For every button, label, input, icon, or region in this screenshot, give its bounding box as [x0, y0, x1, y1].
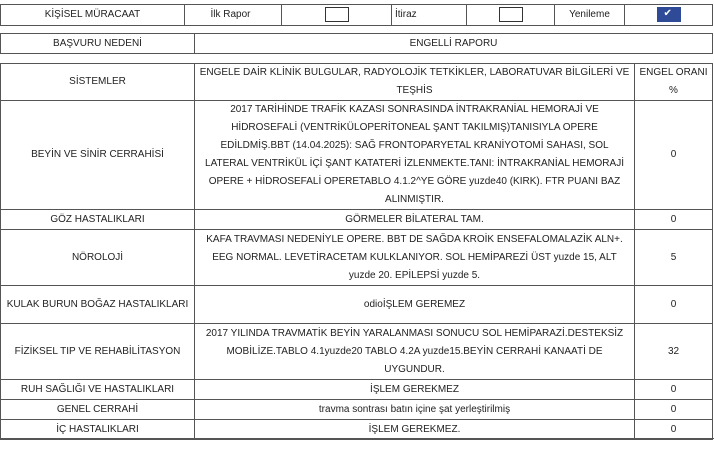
- option-yenileme-checkbox[interactable]: [625, 5, 713, 26]
- findings-table: [0, 63, 713, 440]
- table-row: [1, 324, 713, 380]
- table-row: [1, 400, 713, 420]
- row-findings: travma sontrası batın içine şat yerleştirilmiş: [195, 400, 635, 420]
- reason-table: [0, 33, 713, 54]
- row-rate: 0: [635, 210, 713, 230]
- option-itiraz-checkbox[interactable]: [467, 5, 555, 26]
- reason-label: BAŞVURU NEDENİ: [1, 34, 195, 54]
- row-rate: 5: [635, 230, 713, 286]
- column-header-findings: ENGELE DAİR KLİNİK BULGULAR, RADYOLOJİK TETKİKLER, LABORATUVAR BİLGİLERİ VE TEŞHİS: [195, 64, 635, 101]
- table-row: [1, 420, 713, 440]
- row-system: BEYİN VE SİNİR CERRAHİSİ: [1, 101, 195, 210]
- row-system: GÖZ HASTALIKLARI: [1, 210, 195, 230]
- option-ilk-rapor-checkbox[interactable]: [282, 5, 392, 26]
- row-rate: 32: [635, 324, 713, 380]
- row-findings: İŞLEM GEREKMEZ: [195, 380, 635, 400]
- row-system: RUH SAĞLIĞI VE HASTALIKLARI: [1, 380, 195, 400]
- checkbox-unchecked-icon: [325, 7, 349, 22]
- checkbox-unchecked-icon: [499, 7, 523, 22]
- table-row: [1, 230, 713, 286]
- table-row: [1, 210, 713, 230]
- row-system: NÖROLOJİ: [1, 230, 195, 286]
- row-rate: 0: [635, 380, 713, 400]
- next-section-border: [0, 438, 714, 449]
- checkbox-checked-icon: [657, 7, 681, 22]
- table-row: [1, 380, 713, 400]
- application-type-label: KİŞİSEL MÜRACAAT: [1, 5, 185, 26]
- row-system: İÇ HASTALIKLARI: [1, 420, 195, 440]
- row-findings: İŞLEM GEREKMEZ.: [195, 420, 635, 440]
- row-rate: 0: [635, 420, 713, 440]
- column-header-rate: ENGEL ORANI %: [635, 64, 713, 101]
- row-rate: 0: [635, 286, 713, 324]
- row-system: KULAK BURUN BOĞAZ HASTALIKLARI: [1, 286, 195, 324]
- option-itiraz-label: İtiraz: [392, 5, 467, 26]
- row-system: FİZİKSEL TIP VE REHABİLİTASYON: [1, 324, 195, 380]
- row-findings: 2017 TARİHİNDE TRAFİK KAZASI SONRASINDA İNTRAKRANİAL HEMORAJİ VE HİDROSEFALİ (VENTRİKÜLOPERİTONEAL ŞANT TAKILMIŞ)TANISIYLA OPERE EDİLDMİŞ.BBT (14.04.2025): SAĞ FRONTOPARYETAL KRANİYOTOMİ SAHASI, SOL LATERAL VENTRİKÜL İÇİ ŞANT KATATERİ İZLENMEKTE.TANI: İNTRAKRANİAL HEMORAJİ OPERE + HİDROSEFALİ OPERETABLO 4.1.2^YE GÖRE yuzde40 (KIRK). FTR PUANI BAZ ALINMIŞTIR.: [195, 101, 635, 210]
- row-system: GENEL CERRAHİ: [1, 400, 195, 420]
- row-findings: GÖRMELER BİLATERAL TAM.: [195, 210, 635, 230]
- row-findings: odioİŞLEM GEREMEZ: [195, 286, 635, 324]
- row-findings: 2017 YILINDA TRAVMATİK BEYİN YARALANMASI SONUCU SOL HEMİPARAZİ.DESTEKSİZ MOBİLİZE.TABLO 4.1yuzde20 TABLO 4.2A yuzde15.BEYİN CERRAHİ KANAATİ DE UYGUNDUR.: [195, 324, 635, 380]
- application-type-table: [0, 4, 713, 26]
- column-header-system: SİSTEMLER: [1, 64, 195, 101]
- option-ilk-rapor-label: İlk Rapor: [208, 5, 282, 26]
- row-rate: 0: [635, 400, 713, 420]
- row-findings: KAFA TRAVMASI NEDENİYLE OPERE. BBT DE SAĞDA KROİK ENSEFALOMALAZİK ALN+. EEG NORMAL. LEVETİRACETAM KULKLANIYOR. SOL HEMİPAREZİ ÜST yuzde 15, ALT yuzde 20. EPİLEPSİ yuzde 5.: [195, 230, 635, 286]
- option-yenileme-label: Yenileme: [555, 5, 625, 26]
- row-rate: 0: [635, 101, 713, 210]
- table-row: [1, 101, 713, 210]
- reason-value: ENGELLİ RAPORU: [195, 34, 713, 54]
- table-row: [1, 286, 713, 324]
